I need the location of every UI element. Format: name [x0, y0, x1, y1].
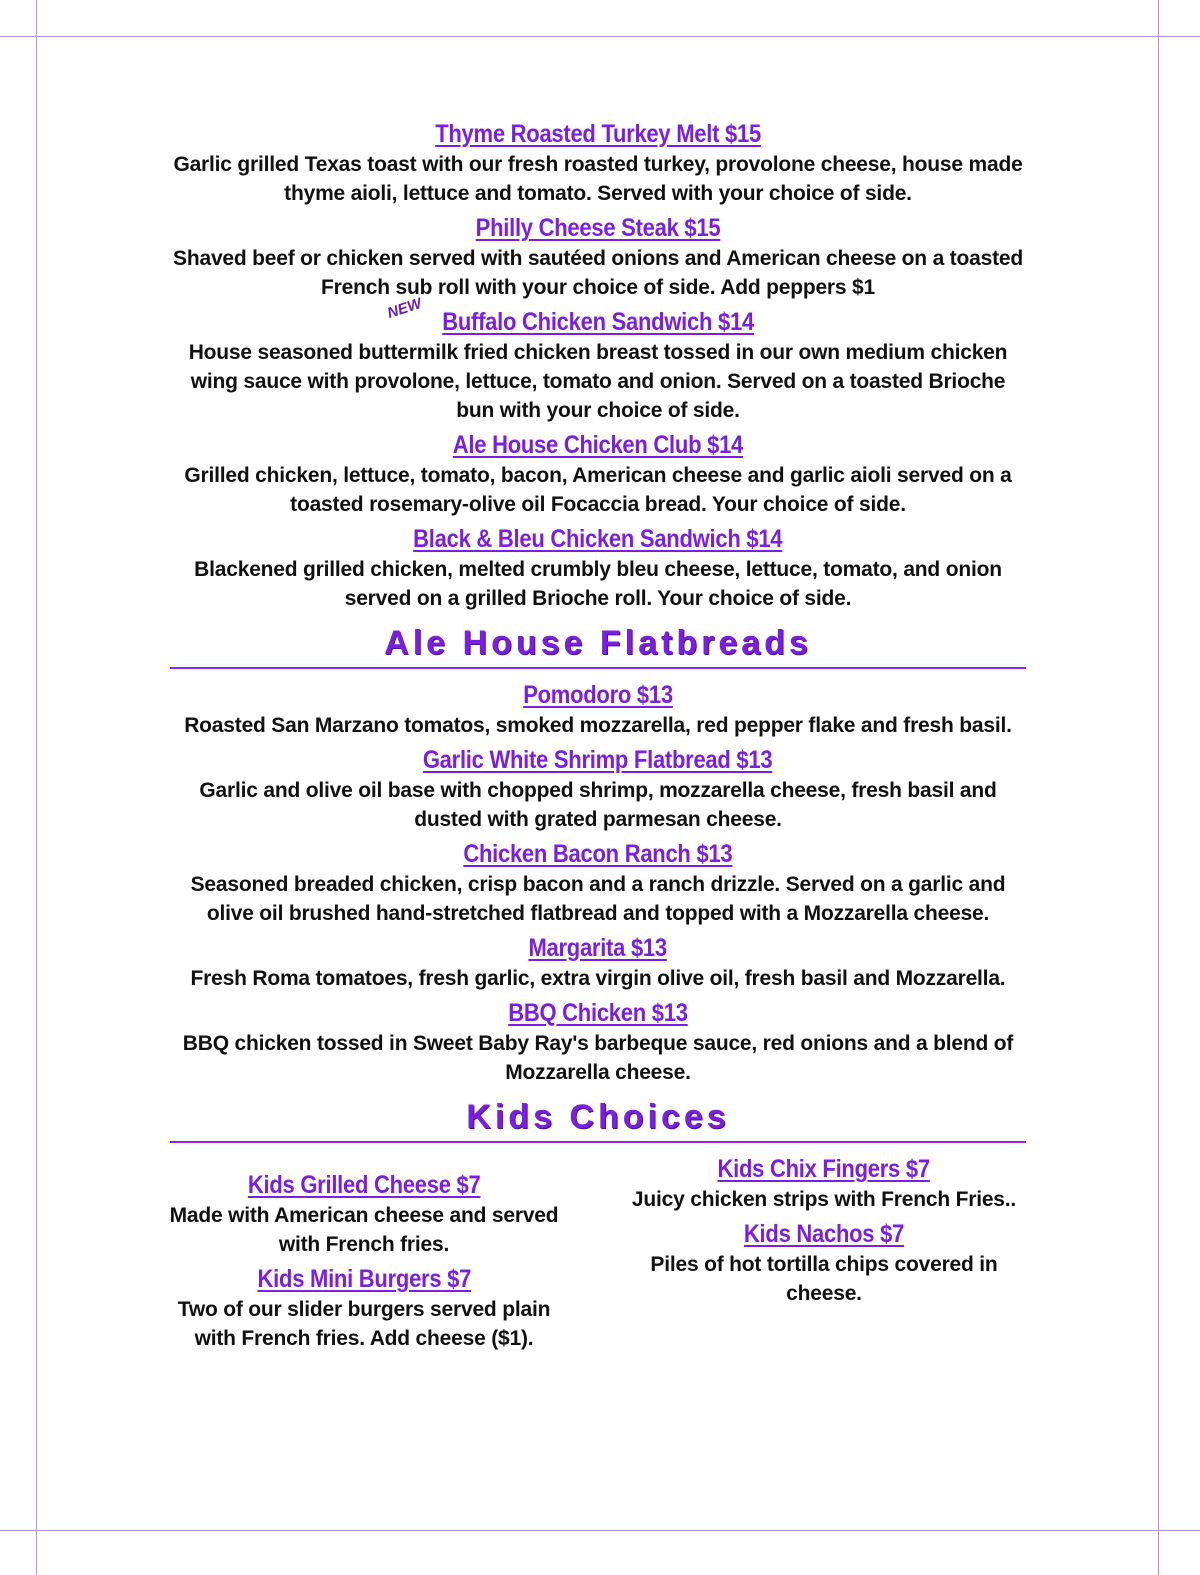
section-heading-kids [170, 1097, 1026, 1137]
crop-mark-bottom [0, 1530, 1200, 1531]
menu-item [170, 429, 1026, 519]
menu-item [614, 1218, 1034, 1308]
item-desc: Juicy chicken strips with French Fries.. [631, 1188, 1017, 1211]
item-desc: Made with American cheese and served with French fries. [169, 1204, 559, 1256]
item-title-kids-nachos: Kids Nachos $7 [743, 1220, 905, 1248]
menu-item [170, 932, 1026, 993]
item-desc: Blackened grilled chicken, melted crumbly bleu cheese, lettuce, tomato, and onion served on a grilled Brioche roll. Your choice of side. [194, 558, 1002, 610]
menu-item [170, 523, 1026, 613]
item-desc: BBQ chicken tossed in Sweet Baby Ray's barbeque sauce, red onions and a blend of Mozzarella cheese. [182, 1032, 1014, 1084]
menu-item [170, 118, 1026, 208]
item-title-kids-chix-fingers: Kids Chix Fingers $7 [717, 1155, 931, 1183]
item-desc: Roasted San Marzano tomatos, smoked mozzarella, red pepper flake and fresh basil. [184, 714, 1012, 737]
menu-item [170, 679, 1026, 740]
section-title: Ale House Flatbreads [384, 624, 812, 662]
crop-mark-top [0, 36, 1200, 37]
section-title: Kids Choices [466, 1098, 730, 1136]
section-divider [170, 1141, 1026, 1143]
item-title-margarita: Margarita $13 [528, 934, 668, 962]
item-title-bbq-chicken: BBQ Chicken $13 [508, 999, 688, 1027]
item-desc: Garlic grilled Texas toast with our fresh roasted turkey, provolone cheese, house made thyme aioli, lettuce and tomato. Served with your choice of side. [173, 153, 1023, 205]
item-desc: Piles of hot tortilla chips covered in cheese. [650, 1253, 998, 1305]
item-title-buffalo: Buffalo Chicken Sandwich $14 [442, 308, 754, 336]
menu-item [170, 744, 1026, 834]
menu-item [164, 1263, 564, 1353]
kids-columns [170, 1153, 1026, 1357]
item-desc: Garlic and olive oil base with chopped shrimp, mozzarella cheese, fresh basil and dusted with grated parmesan cheese. [199, 779, 997, 831]
item-title-philly: Philly Cheese Steak $15 [475, 214, 721, 242]
section-heading-flatbreads [170, 623, 1026, 663]
item-title-pomodoro: Pomodoro $13 [523, 681, 673, 709]
menu-item [614, 1153, 1034, 1214]
menu-page [170, 118, 1026, 1357]
crop-mark-left [36, 0, 37, 1575]
item-title-chicken-bacon-ranch: Chicken Bacon Ranch $13 [463, 840, 733, 868]
new-badge: NEW [385, 295, 424, 322]
item-desc: House seasoned buttermilk fried chicken breast tossed in our own medium chicken wing sauce with provolone, lettuce, tomato and onion. Served on a toasted Brioche bun with your choice of side. [188, 341, 1008, 422]
menu-item [170, 295, 1026, 425]
menu-item [164, 1169, 564, 1259]
item-desc: Fresh Roma tomatoes, fresh garlic, extra virgin olive oil, fresh basil and Mozzarella. [190, 967, 1006, 990]
item-title-chicken-club: Ale House Chicken Club $14 [452, 431, 744, 459]
item-desc: Two of our slider burgers served plain with French fries. Add cheese ($1). [177, 1298, 551, 1350]
kids-column-right [614, 1153, 1034, 1357]
kids-column-left [164, 1153, 564, 1357]
item-desc: Shaved beef or chicken served with sautéed onions and American cheese on a toasted French sub roll with your choice of side. Add peppers $1 [173, 247, 1023, 299]
crop-mark-right [1158, 0, 1159, 1575]
item-title-black-bleu: Black & Bleu Chicken Sandwich $14 [413, 525, 783, 553]
menu-item [170, 212, 1026, 302]
title-wrap [385, 295, 775, 338]
section-divider [170, 667, 1026, 669]
item-title-turkey-melt: Thyme Roasted Turkey Melt $15 [435, 120, 761, 148]
item-title-kids-grilled-cheese: Kids Grilled Cheese $7 [247, 1171, 481, 1199]
menu-item [170, 997, 1026, 1087]
item-desc: Grilled chicken, lettuce, tomato, bacon, American cheese and garlic aioli served on a toasted rosemary-olive oil Focaccia bread. Your choice of side. [184, 464, 1012, 516]
menu-item [170, 838, 1026, 928]
item-desc: Seasoned breaded chicken, crisp bacon and a ranch drizzle. Served on a garlic and olive oil brushed hand-stretched flatbread and topped with a Mozzarella cheese. [190, 873, 1006, 925]
item-title-garlic-shrimp: Garlic White Shrimp Flatbread $13 [423, 746, 773, 774]
item-title-kids-mini-burgers: Kids Mini Burgers $7 [257, 1265, 471, 1293]
